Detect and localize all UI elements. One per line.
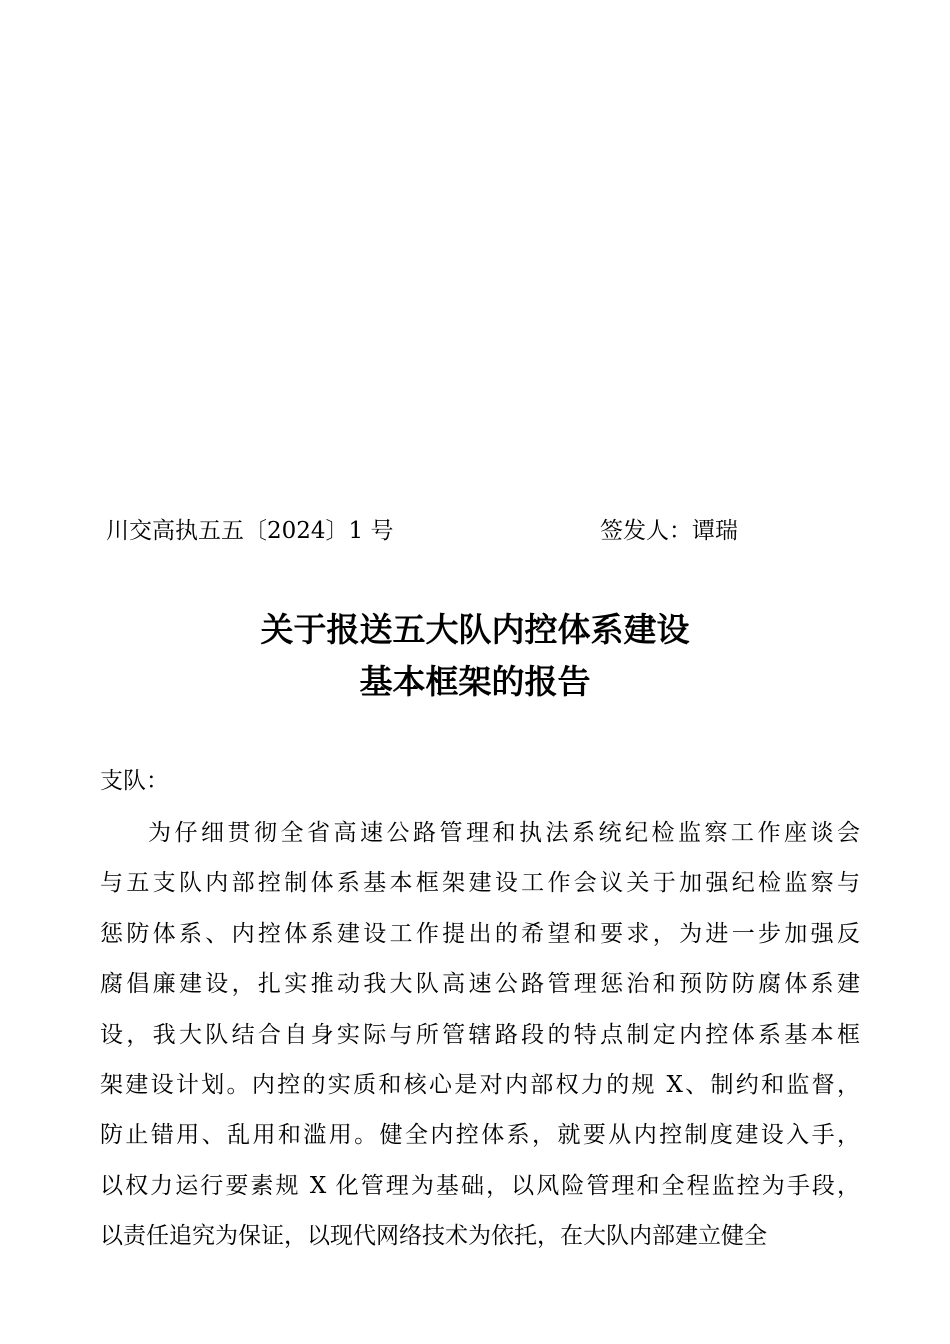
body-line: 腐倡廉建设，扎实推动我大队高速公路管理惩治和预防防腐体系建 xyxy=(100,971,860,998)
body-line: 以权力运行要素规 X 化管理为基础，以风险管理和全程监控为手段， xyxy=(100,1172,860,1199)
salutation: 支队： xyxy=(100,768,169,794)
document-number: 川交高执五五〔2024〕1 号 xyxy=(106,518,394,544)
signer: 签发人：谭瑞 xyxy=(600,518,738,544)
body-line: 架建设计划。内控的实质和核心是对内部权力的规 X、制约和监督， xyxy=(100,1071,860,1098)
body-line: 以责任追究为保证，以现代网络技术为依托，在大队内部建立健全 xyxy=(100,1223,767,1250)
body-line: 惩防体系、内控体系建设工作提出的希望和要求，为进一步加强反 xyxy=(100,920,860,947)
body-line: 为仔细贯彻全省高速公路管理和执法系统纪检监察工作座谈会 xyxy=(148,820,860,846)
document-title-line-1: 关于报送五大队内控体系建设 xyxy=(260,610,690,649)
body-line: 防止错用、乱用和滥用。健全内控体系，就要从内控制度建设入手， xyxy=(100,1122,860,1149)
body-line: 与五支队内部控制体系基本框架建设工作会议关于加强纪检监察与 xyxy=(100,870,860,897)
body-line: 设，我大队结合自身实际与所管辖路段的特点制定内控体系基本框 xyxy=(100,1021,860,1048)
document-title-line-2: 基本框架的报告 xyxy=(359,662,591,701)
body-paragraph xyxy=(100,808,860,1262)
